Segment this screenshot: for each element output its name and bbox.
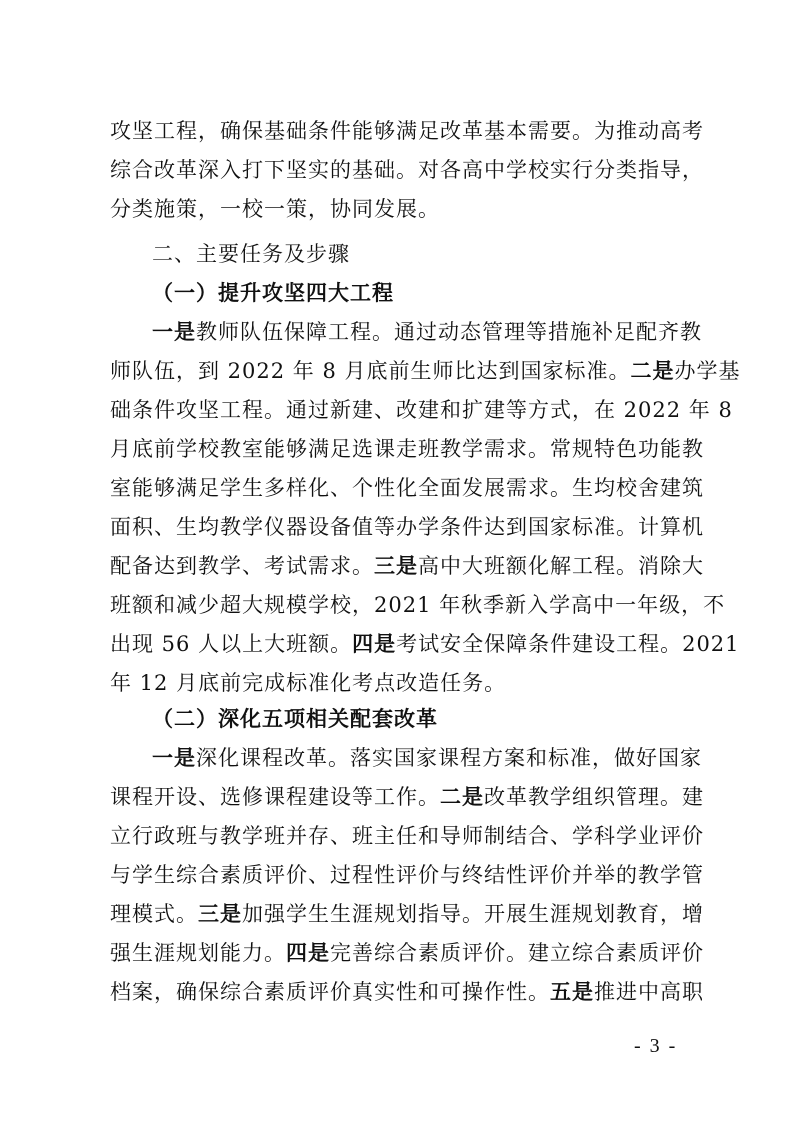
text-run: 班额和减少超大规模学校，2021 年秋季新入学高中一年级，不 <box>110 593 726 617</box>
emphasis-label: 二是 <box>630 359 675 383</box>
subsection-1-title: （一）提升攻坚四大工程 <box>152 281 394 305</box>
text-run: 月底前学校教室能够满足选课走班教学需求。常规特色功能教 <box>110 437 704 461</box>
text-run: 与学生综合素质评价、过程性评价与终结性评价并举的教学管 <box>110 863 704 887</box>
text-run: 办学基 <box>674 359 741 383</box>
text-line: 攻坚工程，确保基础条件能够满足改革基本需要。为推动高考 <box>110 119 704 143</box>
text-run: 配备达到教学、考试需求。 <box>110 554 374 578</box>
emphasis-label: 五是 <box>550 980 594 1004</box>
emphasis-label: 一是 <box>152 746 196 770</box>
emphasis-label: 二是 <box>440 785 484 809</box>
text-line <box>110 547 704 586</box>
text-line <box>110 430 704 469</box>
text-run: 深化课程改革。落实国家课程方案和标准，做好国家 <box>196 746 702 770</box>
text-line <box>110 469 704 508</box>
text-run: 完善综合素质评价。建立综合素质评价 <box>330 941 704 965</box>
subsection-1-paragraph <box>110 313 741 703</box>
subsection-2-title: （二）深化五项相关配套改革 <box>152 707 438 731</box>
text-run: 师队伍，到 2022 年 8 月底前生师比达到国家标准。 <box>110 359 631 383</box>
intro-paragraph <box>110 112 704 229</box>
text-run: 础条件攻坚工程。通过新建、改建和扩建等方式，在 2022 年 8 <box>110 398 733 422</box>
subsection-2-paragraph <box>110 739 704 1012</box>
emphasis-label: 三是 <box>374 554 418 578</box>
text-run: 课程开设、选修课程建设等工作。 <box>110 785 440 809</box>
text-run: 改革教学组织管理。建 <box>484 785 704 809</box>
text-run: 考试安全保障条件建设工程。2021 <box>396 632 740 656</box>
text-line <box>110 586 726 625</box>
emphasis-label: 三是 <box>198 902 242 926</box>
text-line <box>110 352 741 391</box>
emphasis-label: 四是 <box>286 941 330 965</box>
text-run: 年 12 月底前完成标准化考点改造任务。 <box>110 671 507 695</box>
text-line: 分类施策，一校一策，协同发展。 <box>110 197 440 221</box>
text-line <box>110 313 700 352</box>
text-run: 加强学生生涯规划指导。开展生涯规划教育，增 <box>242 902 704 926</box>
emphasis-label: 一是 <box>152 320 196 344</box>
text-line <box>110 778 704 817</box>
text-line <box>110 739 700 778</box>
page-number: - 3 - <box>634 1035 678 1057</box>
text-run: 档案，确保综合素质评价真实性和可操作性。 <box>110 980 550 1004</box>
text-run: 教师队伍保障工程。通过动态管理等措施补足配齐教 <box>196 320 702 344</box>
text-line <box>110 391 733 430</box>
text-line <box>110 934 704 973</box>
text-line <box>110 895 704 934</box>
text-run: 高中大班额化解工程。消除大 <box>418 554 704 578</box>
text-run: 理模式。 <box>110 902 198 926</box>
text-line <box>110 973 704 1012</box>
text-run: 推进中高职 <box>594 980 704 1004</box>
text-line <box>110 856 704 895</box>
section-heading: 二、主要任务及步骤 <box>152 242 350 266</box>
text-run: 出现 56 人以上大班额。 <box>110 632 353 656</box>
text-run: 立行政班与教学班并存、班主任和导师制结合、学科学业评价 <box>110 824 704 848</box>
text-run: 面积、生均教学仪器设备值等办学条件达到国家标准。计算机 <box>110 515 704 539</box>
text-line <box>110 664 700 703</box>
emphasis-label: 四是 <box>352 632 397 656</box>
text-line <box>110 817 704 856</box>
text-run: 室能够满足学生多样化、个性化全面发展需求。生均校舍建筑 <box>110 476 704 500</box>
text-line: 综合改革深入打下坚实的基础。对各高中学校实行分类指导， <box>110 158 704 182</box>
text-run: 强生涯规划能力。 <box>110 941 286 965</box>
text-line <box>110 508 704 547</box>
text-line <box>110 625 740 664</box>
